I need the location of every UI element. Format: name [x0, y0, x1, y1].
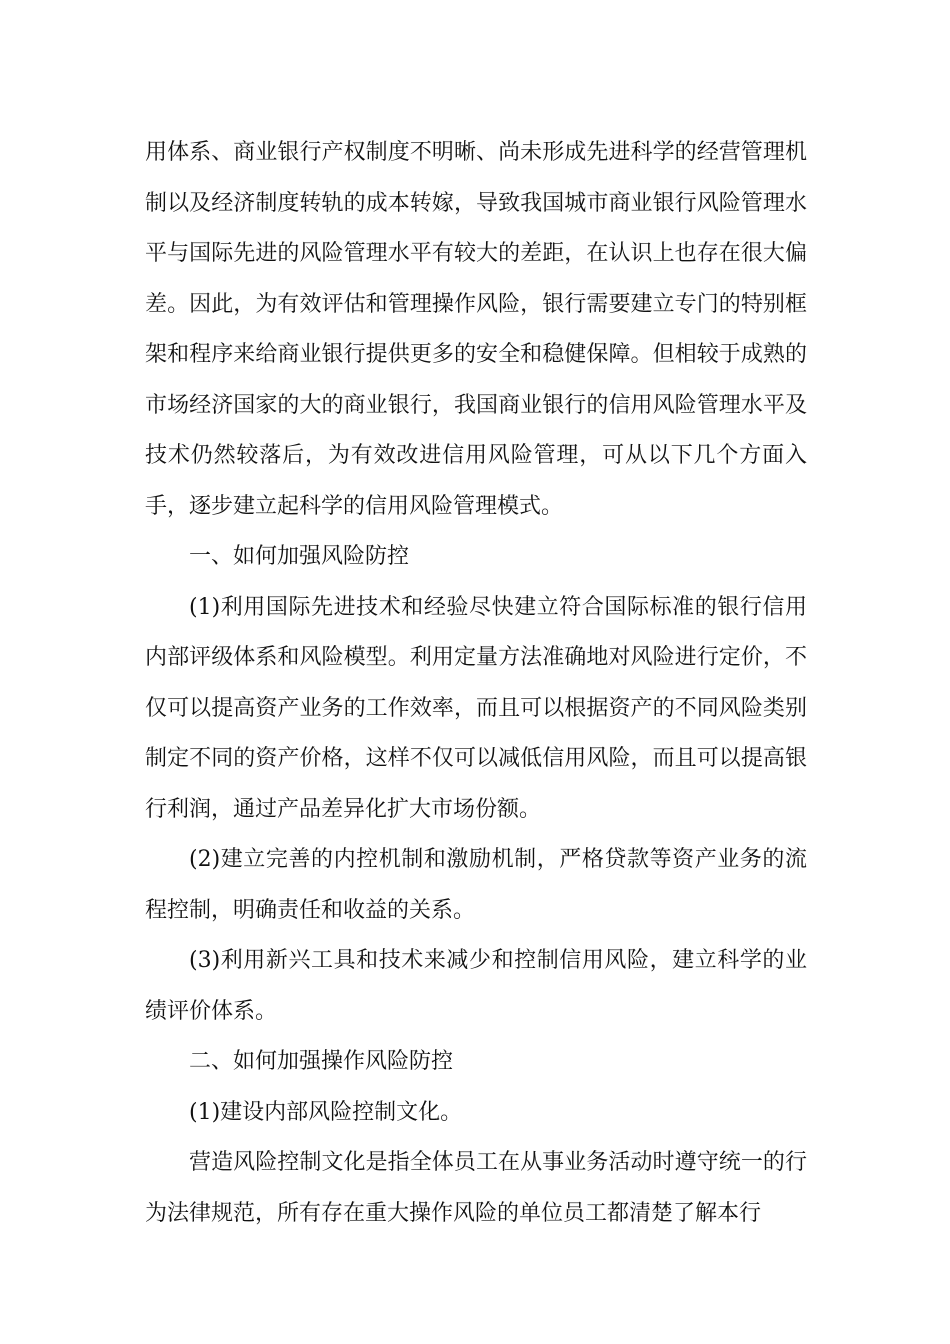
- paragraph-body: 营造风险控制文化是指全体员工在从事业务活动时遵守统一的行为法律规范，所有存在重大操作风险的单位员工都清楚了解本行: [145, 1150, 807, 1226]
- paragraph-subitem-1: (1)建设内部风险控制文化。: [189, 1099, 463, 1125]
- section-heading-operational-risk: 二、如何加强操作风险防控: [189, 1049, 454, 1074]
- section-heading-risk-control: 一、如何加强风险防控: [189, 544, 410, 569]
- paragraph-item-1: (1)利用国际先进技术和经验尽快建立符合国际标准的银行信用内部评级体系和风险模型。利用定量方法准确地对风险进行定价，不仅可以提高资产业务的工作效率，而且可以根据资产的不同风险类别制定不同的资产价格，这样不仅可以减低信用风险，而且可以提高银行利润，通过产品差异化扩大市场份额。: [145, 594, 807, 822]
- document-body: [145, 128, 807, 1239]
- paragraph-item-3: (3)利用新兴工具和技术来减少和控制信用风险，建立科学的业绩评价体系。: [145, 948, 807, 1024]
- paragraph-item-2: (2)建立完善的内控机制和激励机制，严格贷款等资产业务的流程控制，明确责任和收益的关系。: [145, 847, 807, 923]
- paragraph-continuation: 用体系、商业银行产权制度不明晰、尚未形成先进科学的经营管理机制以及经济制度转轨的成本转嫁，导致我国城市商业银行风险管理水平与国际先进的风险管理水平有较大的差距，在认识上也存在很大偏差。因此，为有效评估和管理操作风险，银行需要建立专门的特别框架和程序来给商业银行提供更多的安全和稳健保障。但相较于成熟的市场经济国家的大的商业银行，我国商业银行的信用风险管理水平及技术仍然较落后，为有效改进信用风险管理，可从以下几个方面入手，逐步建立起科学的信用风险管理模式。: [145, 140, 807, 519]
